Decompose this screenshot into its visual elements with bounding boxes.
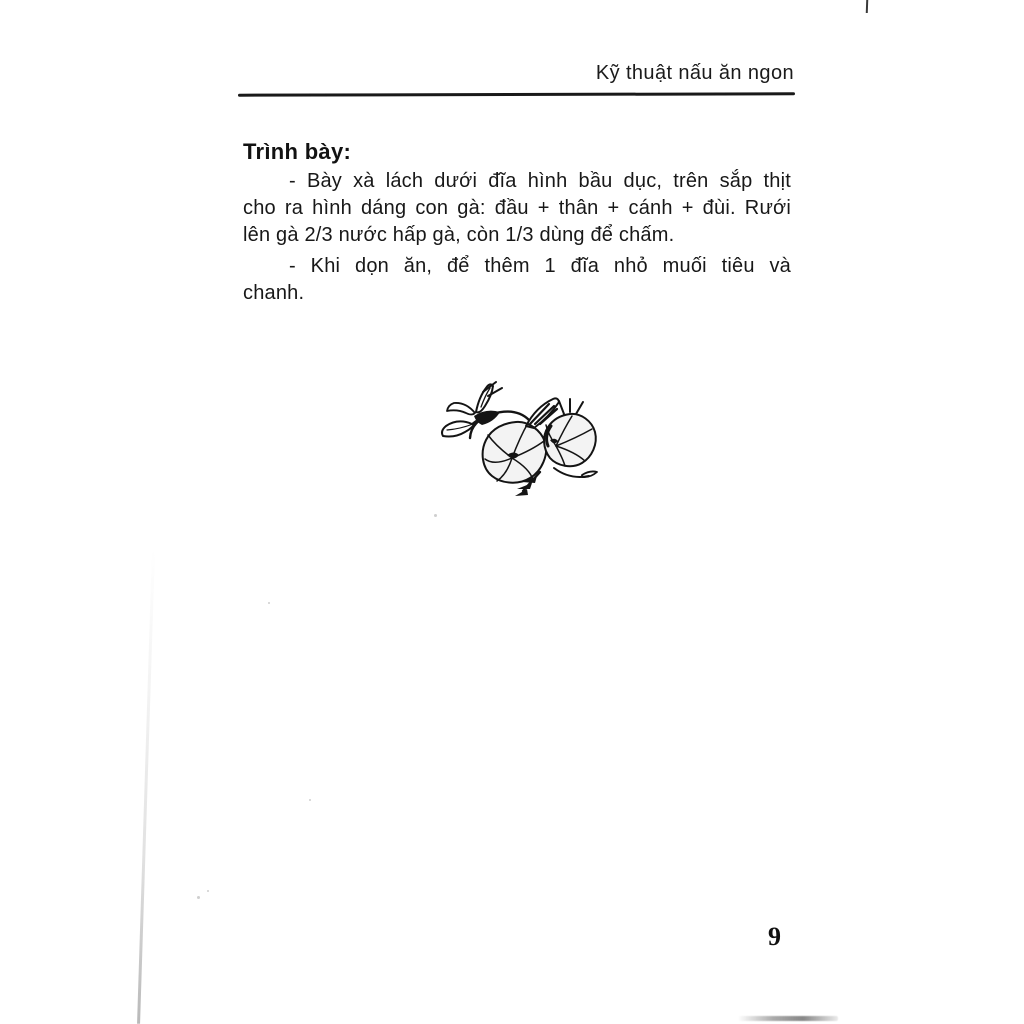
running-header: Kỹ thuật nấu ăn ngon [595, 62, 794, 84]
page-number: 9 [768, 922, 781, 951]
scan-artifact-tick [866, 0, 868, 13]
scan-artifact-speck [309, 799, 311, 801]
scan-artifact-fold-streak [137, 548, 155, 1024]
body-text [243, 168, 791, 307]
text-line: - Bày xà lách dưới đĩa hình bầu dục, trên sắp thịt [289, 170, 791, 192]
stem-right-leaf [582, 471, 597, 477]
paragraph [243, 168, 791, 249]
text-line: cho ra hình dáng con gà: đầu + thân + cánh + đùi. Rưới [243, 197, 791, 219]
scan-artifact-speck [197, 896, 200, 899]
text-line: chanh. [243, 282, 305, 304]
stem-right [554, 468, 589, 477]
morning-glory-flowers-illustration [436, 376, 608, 500]
scan-artifact-speck [207, 890, 209, 892]
paragraph [243, 253, 791, 307]
scan-artifact-speck [268, 602, 270, 604]
scan-artifact-smudge [738, 1016, 838, 1021]
section-title: Trình bày: [243, 139, 352, 164]
sepal-spikes [559, 399, 583, 414]
text-line: lên gà 2/3 nước hấp gà, còn 1/3 dùng để chấm. [243, 224, 675, 246]
header-rule [238, 92, 795, 96]
text-line: - Khi dọn ăn, để thêm 1 đĩa nhỏ muối tiêu và [289, 255, 791, 277]
sepal-curl [447, 403, 475, 415]
scan-artifact-speck [434, 514, 437, 517]
